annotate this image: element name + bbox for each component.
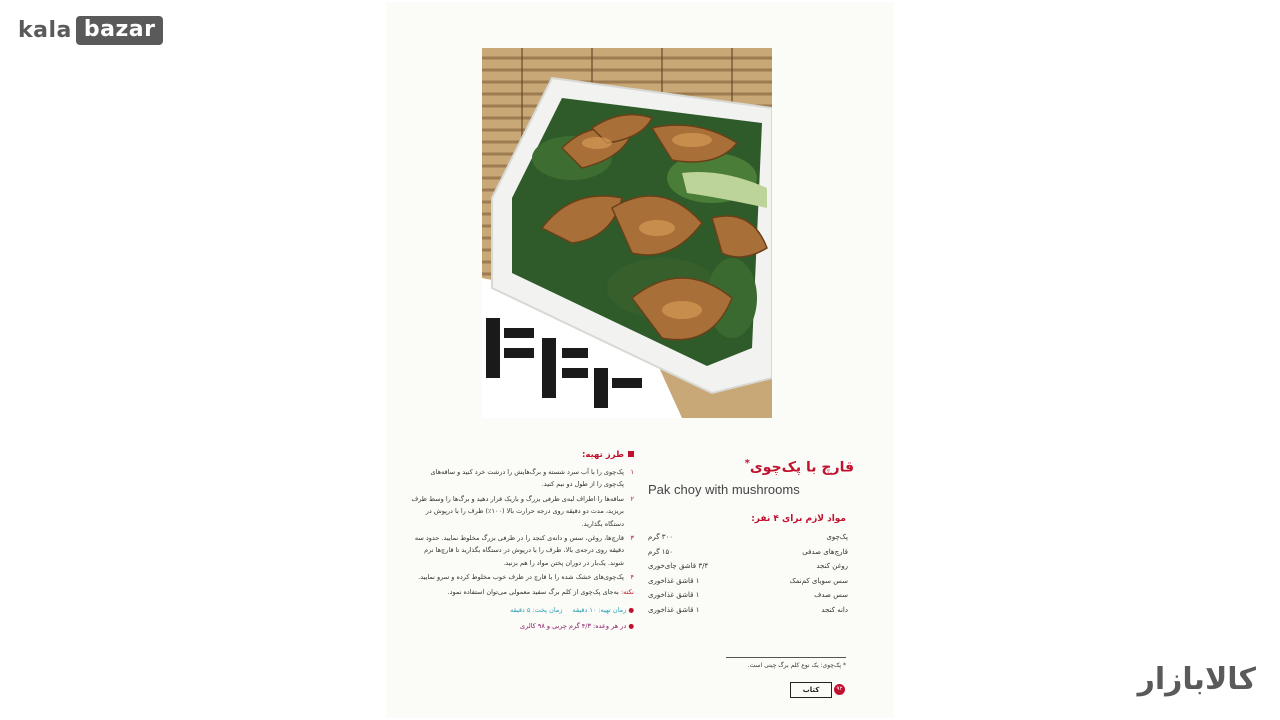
ingredient-row <box>648 574 848 589</box>
logo-kala-text: kala <box>18 18 72 43</box>
step-number: ۱ <box>630 468 634 476</box>
ingredient-name: روغن کنجد <box>816 562 848 571</box>
preparation-section <box>410 450 634 632</box>
cookbook-page <box>386 2 894 718</box>
title-footnote-star: * <box>744 458 750 469</box>
ingredient-name: پک‌چوی <box>826 533 848 541</box>
preparation-step <box>410 493 634 530</box>
dish-photo <box>482 48 772 418</box>
nutrition-text: در هر وعده: ۴/۳ گرم چربی و ۹۸ کالری <box>520 621 627 630</box>
step-text: ساقه‌ها را اطراف لبه‌ی ظرفی بزرگ و باریک قرار دهید و برگ‌ها را وسط ظرف بریزید، مدت دو دقیقه روی درجه حرارت بالا (۱۰۰٪) ظرف را با درپوش در دستگاه بگذارید. <box>411 494 624 528</box>
step-text: پک‌چوی را با آب سرد شسته و برگ‌هایش را درشت خرد کنید و ساقه‌های پک‌چوی را از طول دو نیم کنید. <box>430 468 624 489</box>
ingredient-row <box>648 559 848 574</box>
ingredients-heading: مواد لازم برای ۴ نفر: <box>751 514 846 524</box>
preparation-step <box>410 532 634 569</box>
dish-photo-illustration <box>482 48 772 418</box>
ingredient-amount: ۱ قاشق غذاخوری <box>648 591 700 600</box>
recipe-times <box>410 604 634 616</box>
step-text: پک‌چوی‌های خشک شده را با قارچ در ظرف خوب مخلوط کرده و سرو نمایید. <box>418 573 624 582</box>
recipe-note <box>410 586 634 598</box>
preparation-step <box>410 571 634 583</box>
step-number: ۴ <box>630 573 634 582</box>
step-number: ۲ <box>630 494 634 503</box>
step-text: قارچ‌ها، روغن، سس و دانه‌ی کنجد را در ظرفی بزرگ مخلوط نمایید. حدود سه دقیقه روی درجه‌ی بالا، ظرف را با درپوش در دستگاه بگذارید تا قارچ‌ها نرم شوند. یک‌بار در دوران پختن مواد را هم بزنید. <box>414 534 624 567</box>
ingredient-name: دانه کنجد <box>821 605 848 614</box>
step-number: ۳ <box>630 534 634 543</box>
ingredient-name: سس سویای کم‌نمک <box>789 576 848 585</box>
ingredient-amount: ۱ قاشق غذاخوری <box>648 605 700 614</box>
book-logo: کتاب <box>790 682 832 698</box>
kalabazar-logo-right: کالابازار <box>1137 662 1256 697</box>
page-number: ۹۲ <box>834 684 845 695</box>
note-label: نکته: <box>620 587 634 596</box>
ingredient-name: سس صدف <box>814 591 848 600</box>
recipe-title-english: Pak choy with mushrooms <box>648 482 800 497</box>
ingredient-amount: ۳/۴ قاشق چای‌خوری <box>648 562 709 571</box>
prep-time-text: زمان تهیه: ۱۰ دقیقه <box>572 605 627 614</box>
ingredient-row <box>648 588 848 603</box>
ingredient-row <box>648 545 848 560</box>
recipe-title-persian <box>656 458 854 476</box>
note-text: به‌جای پک‌چوی از کلم برگ سفید معمولی می‌توان استفاده نمود. <box>447 587 619 596</box>
preparation-step <box>410 466 634 491</box>
bullet-icon: ● <box>626 605 634 614</box>
ingredient-amount: ۳۰۰ گرم <box>648 533 674 541</box>
footnote: * پک‌چوی: یک نوع کلم برگ چینی است. <box>747 662 846 669</box>
nutrition-info <box>410 620 634 632</box>
ingredient-amount: ۱ قاشق غذاخوری <box>648 576 700 585</box>
ingredient-amount: ۱۵۰ گرم <box>648 547 674 556</box>
ingredients-list <box>648 530 848 618</box>
cook-time: زمان پخت: ۵ دقیقه <box>510 605 563 614</box>
preparation-heading <box>410 450 634 460</box>
preparation-heading-text: طرز تهیه: <box>582 450 624 460</box>
prep-time <box>573 604 635 616</box>
logo-bazar-text: bazar <box>76 16 164 45</box>
red-square-icon <box>628 451 634 457</box>
kalabazar-logo-left <box>18 16 163 45</box>
ingredient-row <box>648 530 848 545</box>
ingredient-row <box>648 603 848 618</box>
title-text: قارچ با پک‌چوی <box>749 459 854 476</box>
bullet-icon: ● <box>626 621 634 630</box>
ingredient-name: قارچ‌های صدفی <box>802 547 848 556</box>
footnote-divider <box>726 657 846 658</box>
